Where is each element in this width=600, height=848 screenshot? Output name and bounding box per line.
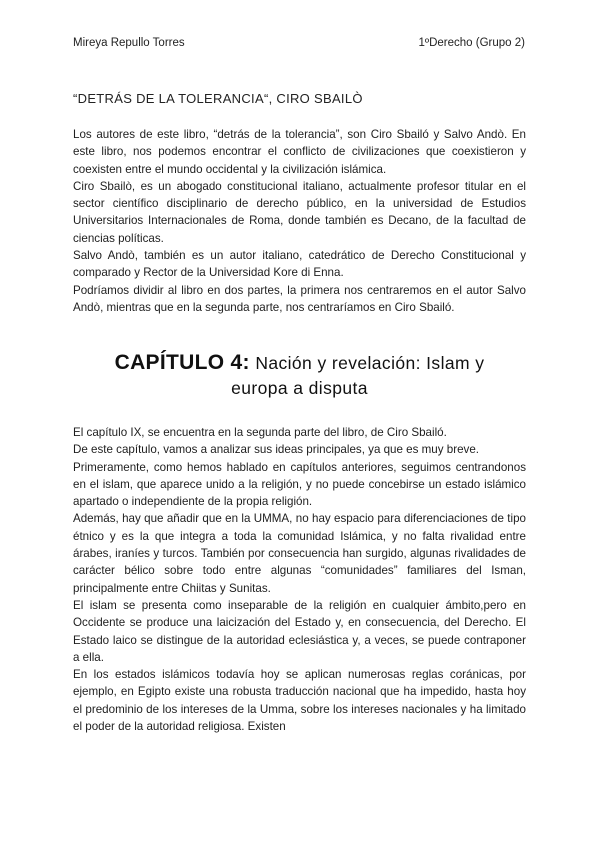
chapter-title-line-2: europa a disputa bbox=[231, 378, 368, 398]
chapter-title-line-1: Nación y revelación: Islam y bbox=[255, 353, 485, 373]
intro-paragraph-4: Podríamos dividir al libro en dos partes, la primera nos centraremos en el autor Salvo Andò, mientras que en la segunda parte, nos centraríamos en Ciro Sbailó. bbox=[73, 283, 526, 314]
intro-paragraph-2: Ciro Sbailò, es un abogado constitucional italiano, actualmente profesor titular en el sector científico disciplinario de derecho público, en la universidad de Estudios Universitarios Internacionales de Roma, donde también es Decano, de la facultad de ciencias políticas. bbox=[73, 179, 526, 245]
header-author: Mireya Repullo Torres bbox=[73, 37, 185, 49]
chapter-paragraph-1: El capítulo IX, se encuentra en la segunda parte del libro, de Ciro Sbailó. bbox=[73, 426, 447, 439]
intro-section bbox=[73, 126, 526, 316]
intro-paragraph-3: Salvo Andò, también es un autor italiano, catedrático de Derecho Constitucional y comparado y Rector de la Universidad Kore di Enna. bbox=[73, 249, 526, 280]
chapter-paragraph-5: El islam se presenta como inseparable de la religión en cualquier ámbito,pero en Occidente se produce una laicización del Estado y, en consecuencia, del Derecho. El Estado laico se distingue de la autoridad eclesiástica y, a veces, se puede contraponer a ella. bbox=[73, 598, 526, 664]
chapter-paragraph-2: De este capítulo, vamos a analizar sus ideas principales, ya que es muy breve. bbox=[73, 443, 479, 457]
chapter-paragraph-6: En los estados islámicos todavía hoy se aplican numerosas reglas coránicas, por ejemplo, en Egipto existe una robusta traducción nacional que ha impedido, hasta hoy el predominio de los intereses de la Umma, sobre los intereses nacionales y ha limitado el poder de la autoridad religiosa. Existen bbox=[73, 668, 526, 734]
chapter-paragraph-4: Además, hay que añadir que en la UMMA, no hay espacio para diferenciaciones de tipo étnico y es la que integra a toda la comunidad Islámica, y no falta rivalidad entre árabes, iraníes y turcos. También por consecuencia han surgido, algunas rivalidades de carácter bélico sobre todo entre algunas “comunidades” familiares del Isman, principalmente entre Chiitas y Sunitas. bbox=[73, 512, 526, 595]
header-course: 1ºDerecho (Grupo 2) bbox=[418, 37, 525, 49]
chapter-number: CAPÍTULO 4: bbox=[114, 351, 250, 374]
page-header bbox=[73, 37, 525, 53]
document-title: “DETRÁS DE LA TOLERANCIA“, CIRO SBAILÒ bbox=[73, 91, 363, 106]
chapter-heading bbox=[73, 350, 526, 401]
chapter-body bbox=[73, 424, 526, 735]
intro-paragraph-1: Los autores de este libro, “detrás de la tolerancia”, son Ciro Sbailó y Salvo Andò. En este libro, nos podemos encontrar el conflicto de civilizaciones que coexistieron y coexisten entre el mundo occidental y la civilización islámica. bbox=[73, 128, 526, 176]
chapter-paragraph-3: Primeramente, como hemos hablado en capítulos anteriores, seguimos centrandonos en el islam, que aparece unido a la religión, y no puede concebirse un estado islámico apartado o independiente de la propia religión. bbox=[73, 460, 526, 509]
